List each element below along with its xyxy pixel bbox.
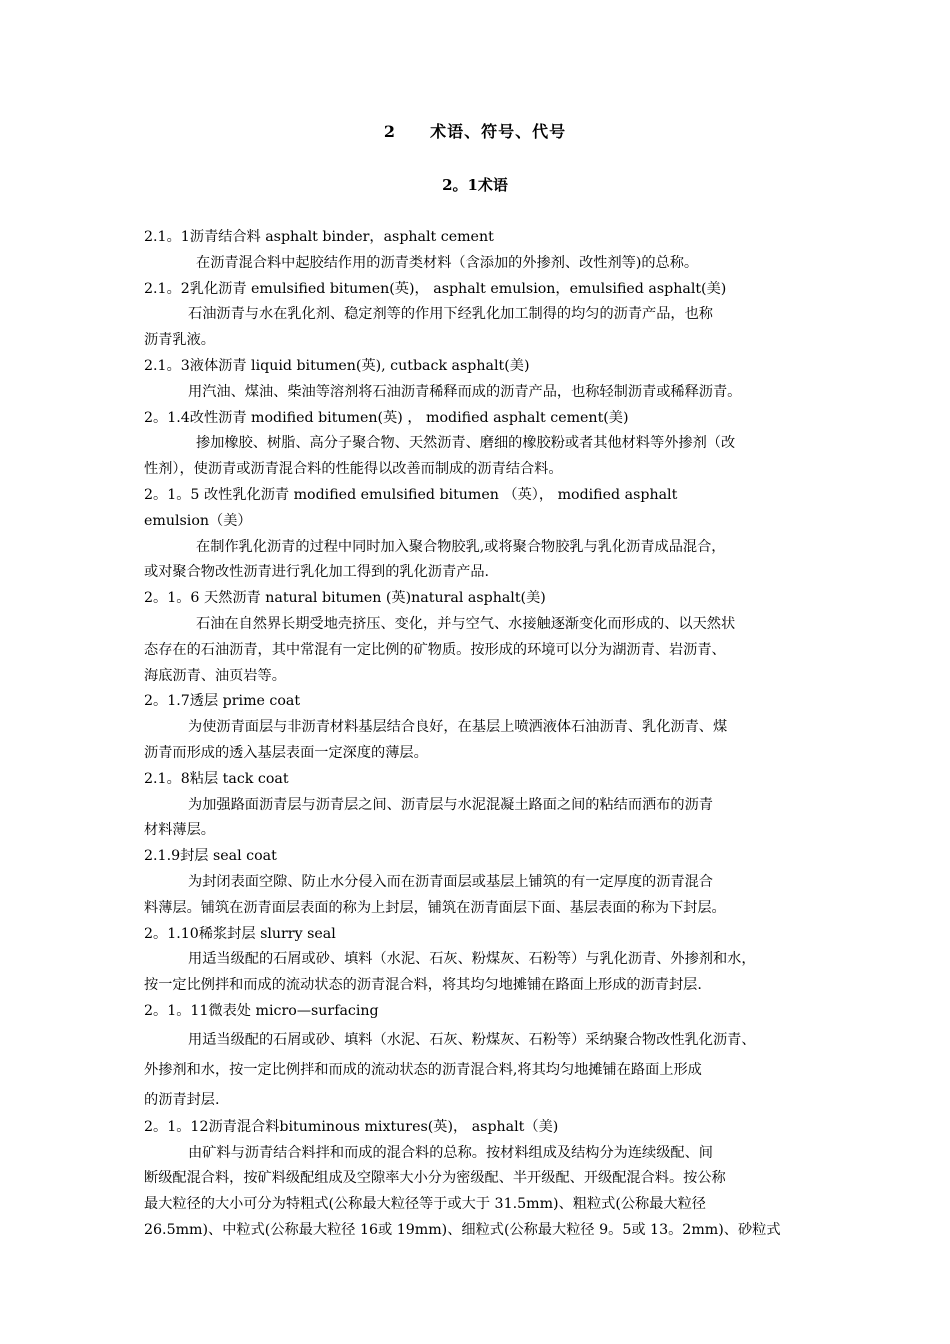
definition-first-line: 掺加橡胶、树脂、高分子聚合物、天然沥青、磨细的橡胶粉或者其他材料等外掺剂（改 <box>196 435 736 452</box>
definition-continuation-line: 按一定比例拌和而成的流动状态的沥青混合料，将其均匀地摊铺在路面上形成的沥青封层. <box>144 977 702 994</box>
term-heading-line: 2。1.4改性沥青 modified bitumen(英) ， modified asphalt cement(美) <box>144 409 629 426</box>
definition-continuation-line: 沥青而形成的透入基层表面一定深度的薄层。 <box>144 744 428 761</box>
section-heading: 2。1术语 <box>442 176 508 194</box>
term-heading-line: 2。1.7透层 prime coat <box>144 693 301 710</box>
definition-first-line: 为使沥青面层与非沥青材料基层结合良好，在基层上喷洒液体石油沥青、乳化沥青、煤 <box>188 719 728 736</box>
definition-first-line: 在制作乳化沥青的过程中同时加入聚合物胶乳,或将聚合物胶乳与乳化沥青成品混合， <box>196 538 726 555</box>
definition-first-line: 石油在自然界长期受地壳挤压、变化，并与空气、水接触逐渐变化而形成的、以天然状 <box>196 615 736 632</box>
term-heading-line: 2.1。3液体沥青 liquid bitumen(英), cutback asphalt(美) <box>144 357 530 374</box>
term-heading-line: 2.1。8粘层 tack coat <box>144 770 289 787</box>
definition-first-line: 石油沥青与水在乳化剂、稳定剂等的作用下经乳化加工制得的均匀的沥青产品，也称 <box>188 306 713 323</box>
definition-continuation-line: 断级配混合料，按矿料级配组成及空隙率大小分为密级配、半开级配、开级配混合料。按公称 <box>144 1170 726 1187</box>
definition-first-line: 用适当级配的石屑或砂、填料（水泥、石灰、粉煤灰、石粉等）与乳化沥青、外掺剂和水， <box>188 951 756 968</box>
definition-continuation-line: 料薄层。铺筑在沥青面层表面的称为上封层，铺筑在沥青面层下面、基层表面的称为下封层。 <box>144 899 726 916</box>
definition-continuation-line: 态存在的石油沥青，其中常混有一定比例的矿物质。按形成的环境可以分为湖沥青、岩沥青、 <box>144 641 726 658</box>
term-heading-line: emulsion（美） <box>144 512 252 529</box>
definition-first-line: 为加强路面沥青层与沥青层之间、沥青层与水泥混凝土路面之间的粘结而洒布的沥青 <box>188 796 713 813</box>
definition-first-line: 在沥青混合料中起胶结作用的沥青类材料（含添加的外掺剂、改性剂等)的总称。 <box>196 254 699 271</box>
definition-continuation-line: 材料薄层。 <box>144 822 215 839</box>
term-heading-line: 2。1。6 天然沥青 natural bitumen (英)natural asphalt(美) <box>144 590 546 607</box>
term-heading-line: 2。1。12沥青混合料bituminous mixtures(英)， asphalt（美) <box>144 1118 559 1135</box>
definition-first-line: 用适当级配的石屑或砂、填料（水泥、石灰、粉煤灰、石粉等）采纳聚合物改性乳化沥青、 <box>188 1031 756 1048</box>
document-body <box>144 225 809 1244</box>
term-heading-line: 2。1。11微表处 micro—surfacing <box>144 1002 379 1019</box>
definition-continuation-line: 最大粒径的大小可分为特粗式(公称最大粒径等于或大于 31.5mm)、粗粒式(公称最大粒径 <box>144 1196 706 1213</box>
definition-first-line: 用汽油、煤油、柴油等溶剂将石油沥青稀释而成的沥青产品，也称轻制沥青或稀释沥青。 <box>188 383 742 400</box>
definition-first-line: 为封闭表面空隙、防止水分侵入而在沥青面层或基层上铺筑的有一定厚度的沥青混合 <box>188 873 713 890</box>
term-heading-line: 2.1.9封层 seal coat <box>144 848 277 865</box>
term-heading-line: 2.1。2乳化沥青 emulsified bitumen(英)， asphalt emulsion，emulsified asphalt(美) <box>144 280 727 297</box>
definition-continuation-line: 或对聚合物改性沥青进行乳化加工得到的乳化沥青产品. <box>144 564 490 581</box>
definition-continuation-line: 沥青乳液。 <box>144 332 215 349</box>
term-heading-line: 2.1。1沥青结合料 asphalt binder，asphalt cement <box>144 229 494 245</box>
chapter-title-text: 术语、符号、代号 <box>430 122 567 141</box>
term-heading-line: 2。1.10稀浆封层 slurry seal <box>144 925 336 942</box>
chapter-number: 2 <box>383 122 397 141</box>
definition-continuation-line: 海底沥青、油页岩等。 <box>144 667 286 684</box>
definition-continuation-line: 的沥青封层. <box>144 1091 220 1108</box>
definition-continuation-line: 26.5mm)、中粒式(公称最大粒径 16或 19mm)、细粒式(公称最大粒径 9。5或 13。2mm)、砂粒式 <box>144 1221 781 1238</box>
term-heading-line: 2。1。5 改性乳化沥青 modified emulsified bitumen （英）， modified asphalt <box>144 486 678 503</box>
definition-continuation-line: 性剂），使沥青或沥青混合料的性能得以改善而制成的沥青结合料。 <box>144 461 563 478</box>
definition-continuation-line: 外掺剂和水，按一定比例拌和而成的流动状态的沥青混合料,将其均匀地摊铺在路面上形成 <box>144 1061 702 1078</box>
chapter-heading <box>0 121 950 143</box>
definition-first-line: 由矿料与沥青结合料拌和而成的混合料的总称。按材料组成及结构分为连续级配、间 <box>188 1144 713 1161</box>
